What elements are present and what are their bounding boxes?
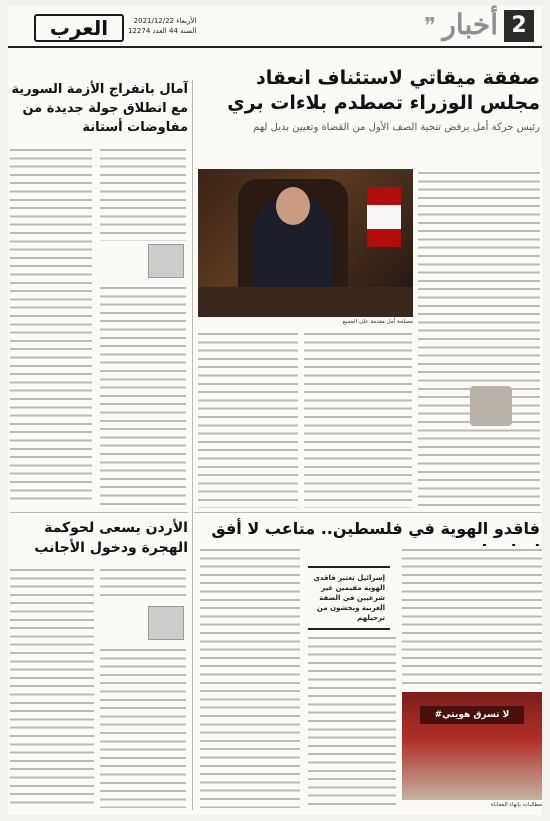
text-column	[200, 546, 300, 808]
jordan-headline: الأردن يسعى لحوكمة الهجرة ودخول الأجانب	[34, 520, 188, 556]
pull-quote: إسرائيل تعتبر فاقدي الهوية مقيمين غير شرعيين في الضفة الغربية ويخشون من ترحيلهم	[308, 566, 390, 630]
writer-photo	[470, 386, 512, 426]
protest-caption: مطالبات بإنهاء المعاناة	[490, 802, 542, 808]
text-column	[100, 284, 186, 506]
left-headline: آمال بانفراج الأزمة السورية مع انطلاق جولة جديدة من مفاوضات أستانة	[11, 82, 188, 135]
jordan-story	[10, 518, 188, 558]
body-text	[308, 634, 396, 808]
text-column	[308, 634, 396, 808]
writer-photo	[148, 606, 184, 640]
divider	[192, 80, 193, 810]
photo-face	[276, 187, 310, 225]
body-text	[304, 330, 412, 508]
issue-date: الأربعاء 2021/12/22	[133, 17, 197, 25]
body-text	[10, 566, 94, 808]
text-column	[100, 566, 186, 602]
text-column	[198, 330, 298, 508]
body-text	[100, 566, 186, 602]
body-text	[418, 169, 540, 509]
body-text	[198, 330, 298, 508]
text-column	[418, 169, 540, 509]
text-column	[10, 146, 92, 506]
body-text	[100, 646, 186, 808]
text-column	[100, 146, 186, 241]
divider	[10, 512, 188, 513]
body-text	[10, 146, 92, 506]
body-text	[402, 546, 542, 686]
text-column	[100, 646, 186, 808]
body-text	[200, 546, 300, 808]
masthead	[8, 6, 542, 48]
left-story	[10, 80, 188, 137]
quote-mark-icon: ❞	[424, 14, 436, 39]
issue-number: السنة 44 العدد 12274	[128, 27, 197, 35]
main-photo	[198, 169, 413, 317]
divider	[194, 512, 542, 513]
text-column	[402, 546, 542, 686]
text-column	[304, 330, 412, 508]
page-number: 2	[504, 10, 534, 42]
writer-photo	[148, 244, 184, 278]
main-story-header	[198, 66, 540, 134]
section-title: أخبار	[442, 8, 498, 41]
photo-flag	[367, 187, 401, 247]
issue-info	[128, 16, 196, 36]
protest-photo	[402, 692, 542, 800]
protest-banner: #لا تسرق هويتي	[420, 706, 524, 724]
text-column	[10, 566, 94, 808]
main-deck: رئيس حركة أمل يرفض تنحية الصف الأول من القضاة وتعيين بديل لهم	[253, 122, 540, 133]
main-headline: صفقة ميقاتي لاستئناف انعقاد مجلس الوزراء تصطدم بلاءات بري	[227, 67, 540, 114]
newspaper-logo: العرب	[34, 14, 124, 42]
palestine-headline: فاقدو الهوية في فلسطين.. متاعب لا أفق	[211, 519, 540, 538]
photo-caption: مصلحة أمل مقدمة على الجميع	[342, 319, 413, 325]
body-text	[100, 284, 186, 506]
newspaper-page	[8, 6, 542, 815]
photo-desk	[198, 287, 413, 317]
body-text	[100, 146, 186, 241]
